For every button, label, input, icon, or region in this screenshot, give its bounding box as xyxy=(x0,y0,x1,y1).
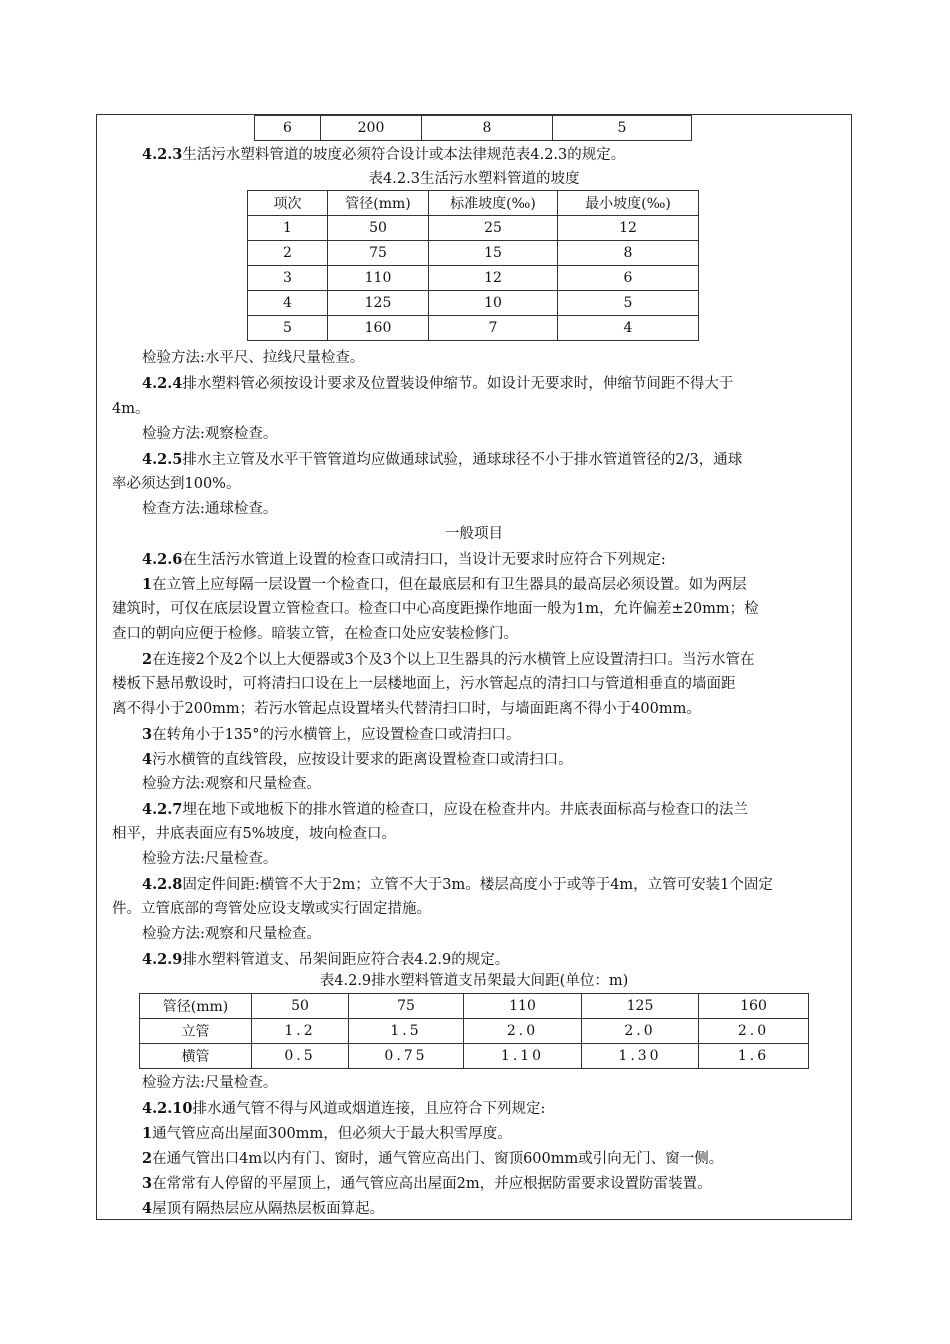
item-4-2-6-2-line2: 楼板下悬吊敷设时，可将清扫口设在上一层楼地面上，污水管起点的清扫口与管道相垂直的墙面距 xyxy=(112,676,736,692)
item-4-2-6-2: 2在连接2个及2个以上大便器或3个及3个以上卫生器具的污水横管上应设置清扫口。当污水管在 xyxy=(142,651,755,668)
clause-4-2-7-cont: 相平，井底表面应有5%坡度，坡向检查口。 xyxy=(112,826,397,842)
item-4-2-6-1-line3: 查口的朝向应便于检修。暗装立管，在检查口处应安装检修门。 xyxy=(112,626,518,642)
table-header-row xyxy=(140,994,809,1019)
cell: 7 xyxy=(429,316,558,341)
cell: 横管 xyxy=(140,1044,252,1069)
item-4-2-10-4: 4屋顶有隔热层应从隔热层板面算起。 xyxy=(142,1200,385,1217)
cell: 1 xyxy=(248,216,328,241)
header-cell: 标准坡度(‰) xyxy=(429,191,558,216)
clause-4-2-7: 4.2.7埋在地下或地板下的排水管道的检查口，应设在检查井内。井底表面标高与检查口的法兰 xyxy=(142,801,748,818)
table-row xyxy=(248,266,699,291)
cell: 2.0 xyxy=(464,1019,582,1044)
cell: 25 xyxy=(429,216,558,241)
header-cell: 110 xyxy=(464,994,582,1019)
table-header-row xyxy=(248,191,699,216)
section-heading-general: 一般项目 xyxy=(445,526,503,542)
cell: 12 xyxy=(429,266,558,291)
cell: 5 xyxy=(553,116,692,141)
cell: 0.75 xyxy=(349,1044,464,1069)
cell: 6 xyxy=(558,266,699,291)
table-row xyxy=(140,1044,809,1069)
table-4-2-9 xyxy=(139,993,809,1069)
cell: 4 xyxy=(558,316,699,341)
item-4-2-6-1-line2: 建筑时，可仅在底层设置立管检查口。检查口中心高度距操作地面一般为1m，允许偏差±20mm；检 xyxy=(112,601,759,617)
method-4-2-5: 检查方法:通球检查。 xyxy=(142,501,278,517)
item-4-2-10-2: 2在通气管出口4m以内有门、窗时，通气管应高出门、窗顶600mm或引向无门、窗一侧。 xyxy=(142,1150,724,1167)
cell: 15 xyxy=(429,241,558,266)
method-4-2-7: 检验方法:尺量检查。 xyxy=(142,851,278,867)
clause-4-2-8: 4.2.8固定件间距:横管不大于2m；立管不大于3m。楼层高度小于或等于4m，立管可安装1个固定 xyxy=(142,876,773,893)
clause-4-2-5: 4.2.5排水主立管及水平干管管道均应做通球试验，通球球径不小于排水管道管径的2/3，通球 xyxy=(142,451,743,468)
method-4-2-3: 检验方法:水平尺、拉线尺量检查。 xyxy=(142,350,365,366)
clause-4-2-3: 4.2.3生活污水塑料管道的坡度必须符合设计或本法律规范表4.2.3的规定。 xyxy=(142,146,626,163)
item-4-2-6-1: 1在立管上应每隔一层设置一个检查口，但在最底层和有卫生器具的最高层必须设置。如为两层 xyxy=(142,576,747,593)
header-cell: 项次 xyxy=(248,191,328,216)
header-cell: 75 xyxy=(349,994,464,1019)
item-4-2-10-1: 1通气管应高出屋面300mm，但必须大于最大积雪厚度。 xyxy=(142,1125,512,1142)
table-continuation-row xyxy=(254,115,692,141)
cell: 12 xyxy=(558,216,699,241)
method-4-2-4: 检验方法:观察检查。 xyxy=(142,426,278,442)
cell: 3 xyxy=(248,266,328,291)
cell: 50 xyxy=(328,216,429,241)
method-4-2-9: 检验方法:尺量检查。 xyxy=(142,1075,278,1091)
cell: 6 xyxy=(255,116,321,141)
cell: 160 xyxy=(328,316,429,341)
table-row xyxy=(248,216,699,241)
item-4-2-10-3: 3在常常有人停留的平屋顶上，通气管应高出屋面2m，并应根据防雷要求设置防雷装置。 xyxy=(142,1175,712,1192)
header-cell: 管径(mm) xyxy=(328,191,429,216)
cell: 1.30 xyxy=(582,1044,699,1069)
cell: 2.0 xyxy=(699,1019,809,1044)
header-cell: 最小坡度(‰) xyxy=(558,191,699,216)
cell: 1.2 xyxy=(252,1019,349,1044)
item-4-2-6-2-line3: 离不得小于200mm；若污水管起点设置堵头代替清扫口时，与墙面距离不得小于400mm。 xyxy=(112,701,701,717)
cell: 8 xyxy=(422,116,553,141)
item-4-2-6-3: 3在转角小于135°的污水横管上，应设置检查口或清扫口。 xyxy=(142,726,521,743)
table-4-2-3 xyxy=(247,190,699,341)
clause-4-2-4-cont: 4m。 xyxy=(112,401,150,417)
clause-4-2-6: 4.2.6在生活污水管道上设置的检查口或清扫口，当设计无要求时应符合下列规定: xyxy=(142,551,666,568)
table-row xyxy=(248,291,699,316)
cell: 4 xyxy=(248,291,328,316)
method-4-2-8: 检验方法:观察和尺量检查。 xyxy=(142,926,321,942)
clause-4-2-10: 4.2.10排水通气管不得与风道或烟道连接，且应符合下列规定: xyxy=(142,1100,546,1117)
table-4-2-3-caption: 表4.2.3生活污水塑料管道的坡度 xyxy=(368,171,580,187)
cell: 75 xyxy=(328,241,429,266)
cell: 0.5 xyxy=(252,1044,349,1069)
table-row xyxy=(248,241,699,266)
cell: 125 xyxy=(328,291,429,316)
cell: 200 xyxy=(321,116,422,141)
clause-4-2-5-cont: 率必须达到100%。 xyxy=(112,476,241,492)
header-cell: 125 xyxy=(582,994,699,1019)
cell: 1.5 xyxy=(349,1019,464,1044)
cell: 1.6 xyxy=(699,1044,809,1069)
clause-4-2-9: 4.2.9排水塑料管道支、吊架间距应符合表4.2.9的规定。 xyxy=(142,951,510,968)
item-4-2-6-4: 4污水横管的直线管段，应按设计要求的距离设置检查口或清扫口。 xyxy=(142,751,573,768)
method-4-2-6: 检验方法:观察和尺量检查。 xyxy=(142,776,321,792)
table-row xyxy=(255,116,692,141)
cell: 2.0 xyxy=(582,1019,699,1044)
header-cell: 50 xyxy=(252,994,349,1019)
header-cell: 管径(mm) xyxy=(140,994,252,1019)
cell: 110 xyxy=(328,266,429,291)
clause-4-2-4: 4.2.4排水塑料管必须按设计要求及位置装设伸缩节。如设计无要求时，伸缩节间距不得大于 xyxy=(142,375,734,392)
table-row xyxy=(248,316,699,341)
cell: 10 xyxy=(429,291,558,316)
table-row xyxy=(140,1019,809,1044)
header-cell: 160 xyxy=(699,994,809,1019)
cell: 1.10 xyxy=(464,1044,582,1069)
cell: 8 xyxy=(558,241,699,266)
cell: 立管 xyxy=(140,1019,252,1044)
cell: 5 xyxy=(558,291,699,316)
cell: 5 xyxy=(248,316,328,341)
cell: 2 xyxy=(248,241,328,266)
clause-4-2-8-cont: 件。立管底部的弯管处应设支墩或实行固定措施。 xyxy=(112,901,431,917)
table-4-2-9-caption: 表4.2.9排水塑料管道支吊架最大间距(单位：m) xyxy=(319,973,629,989)
